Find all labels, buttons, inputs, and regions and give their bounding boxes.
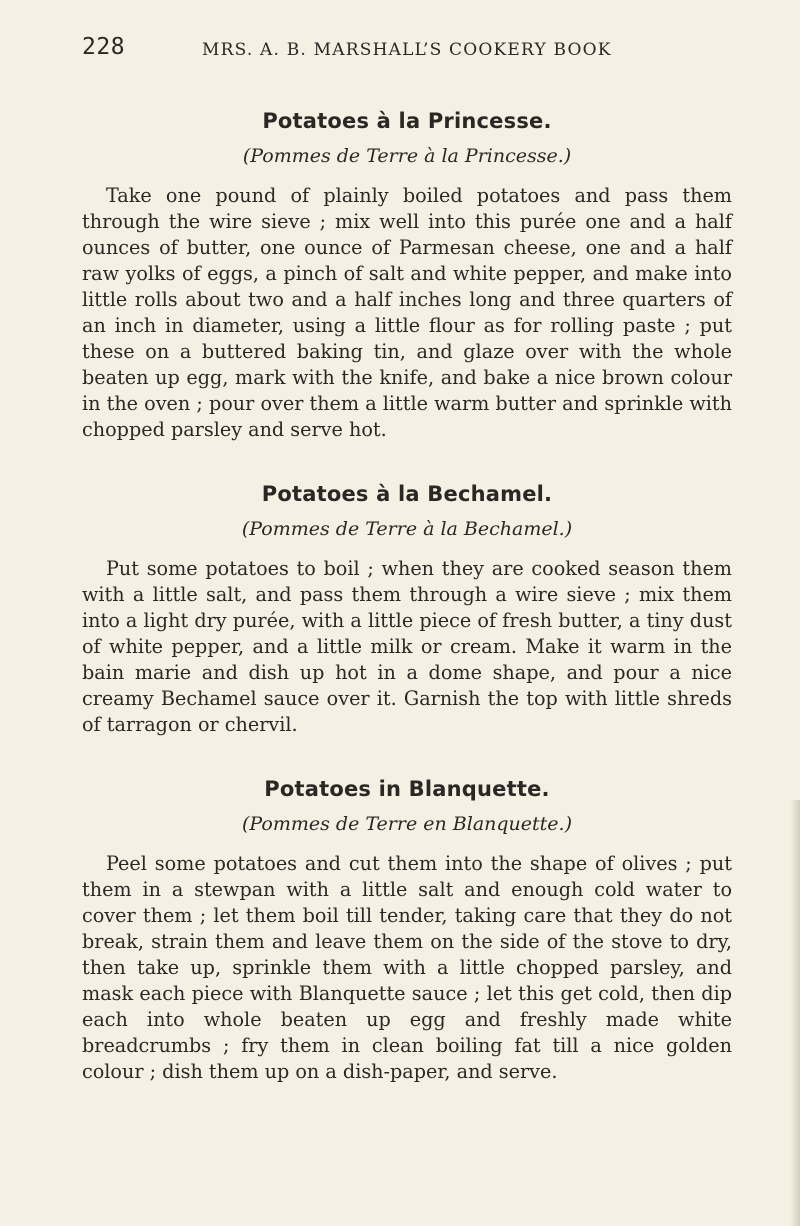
- recipe-blanquette: [82, 776, 732, 1085]
- recipe-body: Peel some potatoes and cut them into the shape of olives ; put them in a stewpan with a little salt and enough cold water to cover them ; let them boil till tender, taking care that they do not break, strain them and leave them on the side of the stove to dry, then take up, sprinkle them with a little chopped parsley, and mask each piece with Blanquette sauce ; let this get cold, then dip each into whole beaten up egg and freshly made white breadcrumbs ; fry them in clean boiling fat till a nice golden colour ; dish them up on a dish-paper, and serve.: [82, 851, 732, 1083]
- recipe-body: Take one pound of plainly boiled potatoes and pass them through the wire sieve ; mix well into this purée one and a half ounces of butter, one ounce of Parmesan cheese, one and a half raw yolks of eggs, a pinch of salt and white pepper, and make into little rolls about two and a half inches long and three quarters of an inch in diameter, using a little flour as for rolling paste ; put these on a buttered baking tin, and glaze over with the whole beaten up egg, mark with the knife, and bake a nice brown colour in the oven ; pour over them a little warm butter and sprinkle with chopped parsley and serve hot.: [82, 183, 732, 441]
- recipe-title: Potatoes à la Princesse.: [262, 109, 552, 133]
- recipe-title: Potatoes in Blanquette.: [264, 776, 550, 801]
- page-number: 228: [82, 34, 126, 60]
- running-title: MRS. A. B. MARSHALL’S COOKERY BOOK: [202, 40, 612, 60]
- recipe-princesse: [82, 108, 732, 443]
- recipe-subtitle: (Pommes de Terre à la Princesse.): [242, 145, 572, 168]
- recipe-subtitle: (Pommes de Terre à la Bechamel.): [241, 518, 573, 541]
- recipe-title: Potatoes à la Bechamel.: [261, 481, 553, 506]
- running-head: [82, 34, 732, 66]
- recipe-bechamel: [82, 481, 732, 738]
- page-edge-shadow: [790, 800, 800, 1226]
- recipe-subtitle: (Pommes de Terre en Blanquette.): [241, 813, 572, 836]
- page-content: [82, 108, 732, 1123]
- recipe-body: Put some potatoes to boil ; when they are cooked season them with a little salt, and pass them through a wire sieve ; mix them into a light dry purée, with a little piece of fresh butter, a tiny dust of white pepper, and a little milk or cream. Make it warm in the bain marie and dish up hot in a dome shape, and pour a nice creamy Bechamel sauce over it. Garnish the top with little shreds of tarragon or chervil.: [82, 556, 732, 736]
